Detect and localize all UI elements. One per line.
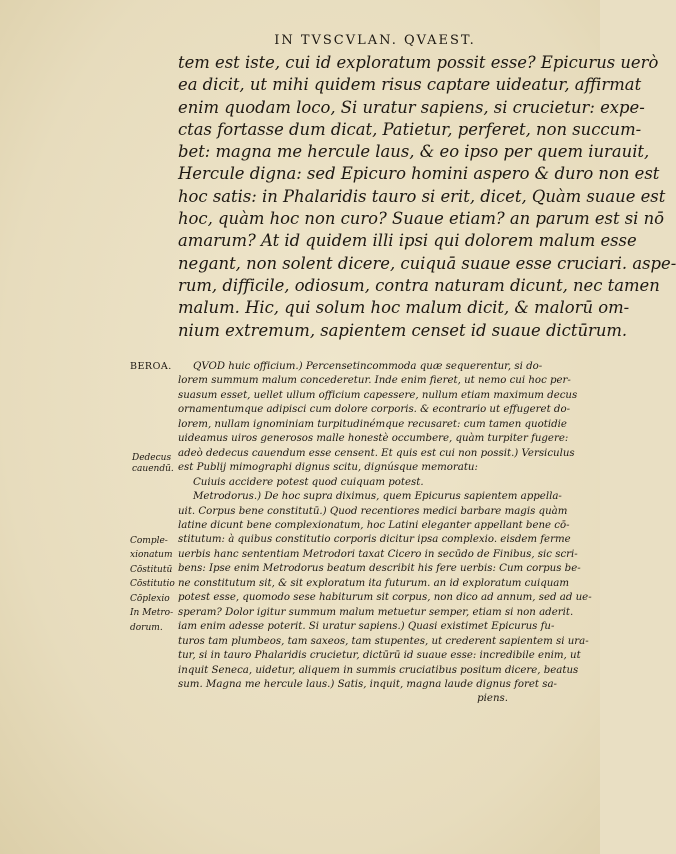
main-line: malum. Hic, qui solum hoc malum dicit, & malorū om- <box>178 298 630 318</box>
commentary-line: lorem summum malum concederetur. Inde enim fieret, ut nemo cui hoc per- <box>178 375 571 387</box>
main-line: ctas fortasse dum dicat, Patietur, perferet, non succum- <box>178 119 642 139</box>
margin-note-line: In Metro- <box>130 608 174 619</box>
commentary-line: adeò dedecus cauendum esse censent. Et quis est cui non possit.) Versiculus <box>178 447 575 459</box>
main-line: hoc, quàm hoc non curo? Suaue etiam? an parum est si nō <box>178 209 665 229</box>
commentary-line: ne constitutum sit, & sit exploratum ita futurum. an id exploratum cuiquam <box>178 577 570 589</box>
margin-note-line: Cōstitutio <box>130 579 175 590</box>
commentary-line: piens. <box>477 693 508 705</box>
commentary-line: QVOD huic officium.) Percensetincommoda quæ sequerentur, si do- <box>193 361 543 372</box>
margin-note-dedecus <box>132 453 174 474</box>
commentary-line: turos tam plumbeos, tam saxeos, tam stupentes, ut crederent sapientem si ura- <box>178 635 589 647</box>
margin-note-line: Comple- <box>130 536 168 546</box>
commentary-block <box>178 360 592 707</box>
commentary-line: speram? Dolor igitur summum malum metuetur semper, etiam si non aderit. <box>178 606 574 618</box>
main-line: bet: magna me hercule laus, & eo ipso per quem iurauit, <box>178 142 650 162</box>
main-line: amarum? At id quidem illi ipsi qui dolorem malum esse <box>178 231 637 251</box>
main-text-block <box>178 52 676 342</box>
margin-note-complexion <box>130 534 175 635</box>
margin-note-line: xionatum <box>130 550 173 561</box>
commentary-line: ornamentumque adipisci cum dolore corporis. & econtrario ut effugeret do- <box>178 404 571 416</box>
commentary-line: bens: Ipse enim Metrodorus beatum describit his fere uerbis: Cum corpus be- <box>178 563 581 575</box>
commentary-line: uideamus uiros generosos malle honestè occumbere, quàm turpiter fugere: <box>178 433 569 445</box>
commentary-line: sum. Magna me hercule laus.) Satis, inquit, magna laude dignus foret sa- <box>178 678 557 690</box>
commentary-line: lorem, nullam ignominiam turpitudinémque recusaret: cum tamen quotidie <box>178 418 567 430</box>
main-line: ea dicit, ut mihi quidem risus captare uideatur, affirmat <box>178 75 642 95</box>
main-line: Hercule digna: sed Epicuro homini aspero & duro non est <box>178 164 660 184</box>
commentary-line: potest esse, quomodo sese habiturum sit corpus, non dico ad annum, sed ad ue- <box>178 592 592 604</box>
commentary-line: stitutum: à quibus constitutio corporis dicitur ipsa complexio. eisdem ferme <box>178 534 571 546</box>
commentary-line: Metrodorus.) De hoc supra diximus, quem Epicurus sapientem appella- <box>193 491 562 503</box>
main-line: rum, difficile, odiosum, contra naturam dicunt, nec tamen <box>178 275 660 295</box>
commentary-line: est Publij mimographi dignus scitu, dignúsque memoratu: <box>178 462 478 474</box>
commentary-line: Cuiuis accidere potest quod cuiquam potest. <box>193 476 424 488</box>
margin-note-line: dorum. <box>130 622 163 633</box>
commentary-line: uerbis hanc sententiam Metrodori taxat Cicero in secūdo de Finibus, sic scri- <box>178 548 578 560</box>
margin-note-line: Cōplexio <box>130 593 170 604</box>
main-line: hoc satis: in Phalaridis tauro si erit, dicet, Quàm suaue est <box>178 186 666 206</box>
margin-note-line: cauendū. <box>132 463 174 474</box>
margin-note-line: Cōstitutū <box>130 564 173 575</box>
main-line: tem est iste, cui id exploratum possit esse? Epicurus uerò <box>178 53 659 72</box>
main-line: nium extremum, sapientem censet id suaue dictūrum. <box>178 320 628 340</box>
margin-note-author: BEROA. <box>130 361 172 372</box>
running-header: IN TVSCVLAN. QVAEST. <box>274 33 476 48</box>
commentary-line: latine dicunt bene complexionatum, hoc Latini eleganter appellant bene cō- <box>178 519 570 531</box>
margin-note-line: Dedecus <box>132 453 172 463</box>
commentary-line: tur, si in tauro Phalaridis crucietur, dictūrū id suaue esse: incredibile enim, ut <box>178 650 581 662</box>
main-line: negant, non solent dicere, cuiquā suaue esse cruciari. aspe- <box>178 253 676 273</box>
commentary-line: uit. Corpus bene constitutū.) Quod recentiores medici barbare magis quàm <box>178 505 568 517</box>
commentary-line: inquit Seneca, uidetur, aliquem in summis cruciatibus positum dicere, beatus <box>178 664 579 676</box>
main-line: enim quodam loco, Si uratur sapiens, si crucietur: expe- <box>178 97 645 117</box>
commentary-line: iam enim adesse poterit. Si uratur sapiens.) Quasi existimet Epicurus fu- <box>178 621 555 633</box>
commentary-line: suasum esset, uellet ullum officium capessere, nullum etiam maximum decus <box>178 389 578 401</box>
